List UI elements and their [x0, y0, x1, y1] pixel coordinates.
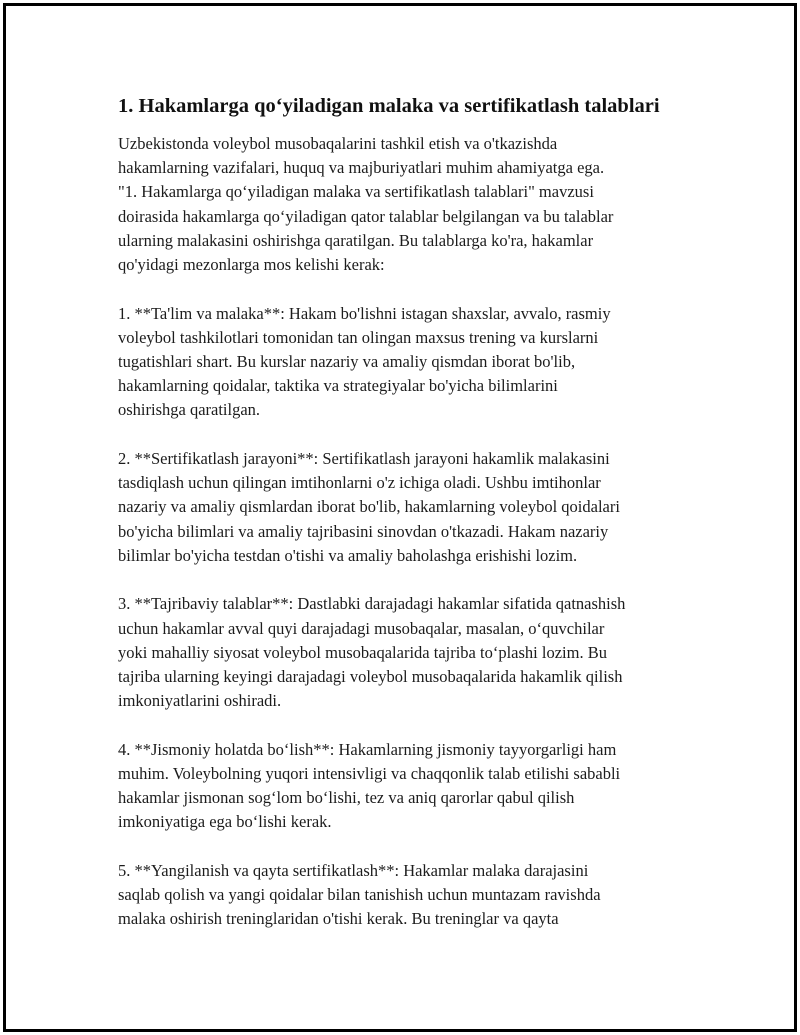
requirement-2-paragraph — [118, 447, 698, 568]
text-line: bo'yicha bilimlari va amaliy tajribasini sinovdan o'tkazadi. Hakam nazariy — [118, 521, 609, 541]
text-line: qo'yidagi mezonlarga mos kelishi kerak: — [118, 255, 385, 275]
text-line: 5. **Yangilanish va qayta sertifikatlash**: Hakamlar malaka darajasini — [118, 861, 589, 881]
text-line: tajriba ularning keyingi darajadagi voleybol musobaqalarida hakamlik qilish — [118, 667, 623, 687]
text-line: muhim. Voleybolning yuqori intensivligi va chaqqonlik talab etilishi sababli — [118, 764, 621, 784]
text-line: tugatishlari shart. Bu kurslar nazariy va amaliy qismdan iborat bo'lib, — [118, 352, 576, 372]
text-line: hakamlarning qoidalar, taktika va strategiyalar bo'yicha bilimlarini — [118, 376, 558, 396]
text-line: oshirishga qaratilgan. — [118, 400, 261, 420]
text-line: yoki mahalliy siyosat voleybol musobaqalarida tajriba to‘plashi lozim. Bu — [118, 642, 607, 662]
text-line: 1. **Ta'lim va malaka**: Hakam bo'lishni istagan shaxslar, avvalo, rasmiy — [118, 303, 611, 323]
text-line: malaka oshirish treninglaridan o'tishi kerak. Bu treninglar va qayta — [118, 909, 559, 929]
text-line: uchun hakamlar avval quyi darajadagi musobaqalar, masalan, o‘quvchilar — [118, 618, 605, 638]
requirement-4-paragraph — [118, 738, 698, 835]
text-line: ularning malakasini oshirishga qaratilgan. Bu talablarga ko'ra, hakamlar — [118, 230, 594, 250]
document-title: 1. Hakamlarga qo‘yiladigan malaka va sertifikatlash talablari — [118, 95, 660, 117]
text-line: bilimlar bo'yicha testdan o'tishi va amaliy baholashga erishishi lozim. — [118, 545, 578, 565]
requirement-5-paragraph — [118, 859, 698, 932]
text-line: imkoniyatlarini oshiradi. — [118, 691, 282, 711]
requirement-3-paragraph — [118, 592, 698, 713]
text-line: "1. Hakamlarga qo‘yiladigan malaka va sertifikatlash talablari" mavzusi — [118, 182, 594, 202]
intro-paragraph — [118, 132, 698, 277]
text-line: 3. **Tajribaviy talablar**: Dastlabki darajadagi hakamlar sifatida qatnashish — [118, 594, 626, 614]
text-line: hakamlarning vazifalari, huquq va majburiyatlari muhim ahamiyatga ega. — [118, 158, 605, 178]
text-line: tasdiqlash uchun qilingan imtihonlarni o'z ichiga oladi. Ushbu imtihonlar — [118, 473, 601, 493]
text-line: Uzbekistonda voleybol musobaqalarini tashkil etish va o'tkazishda — [118, 134, 558, 153]
document-body — [118, 91, 698, 956]
requirement-1-paragraph — [118, 302, 698, 423]
text-line: nazariy va amaliy qismlardan iborat bo'lib, hakamlarning voleybol qoidalari — [118, 497, 620, 517]
text-line: voleybol tashkilotlari tomonidan tan olingan maxsus trening va kurslarni — [118, 327, 599, 347]
text-line: doirasida hakamlarga qo‘yiladigan qator talablar belgilangan va bu talablar — [118, 206, 614, 226]
text-line: 4. **Jismoniy holatda bo‘lish**: Hakamlarning jismoniy tayyorgarligi ham — [118, 739, 617, 759]
text-line: 2. **Sertifikatlash jarayoni**: Sertifikatlash jarayoni hakamlik malakasini — [118, 449, 610, 469]
text-line: imkoniyatiga ega bo‘lishi kerak. — [118, 812, 332, 832]
text-line: saqlab qolish va yangi qoidalar bilan tanishish uchun muntazam ravishda — [118, 885, 601, 905]
text-line: hakamlar jismonan sog‘lom bo‘lishi, tez va aniq qarorlar qabul qilish — [118, 788, 575, 808]
